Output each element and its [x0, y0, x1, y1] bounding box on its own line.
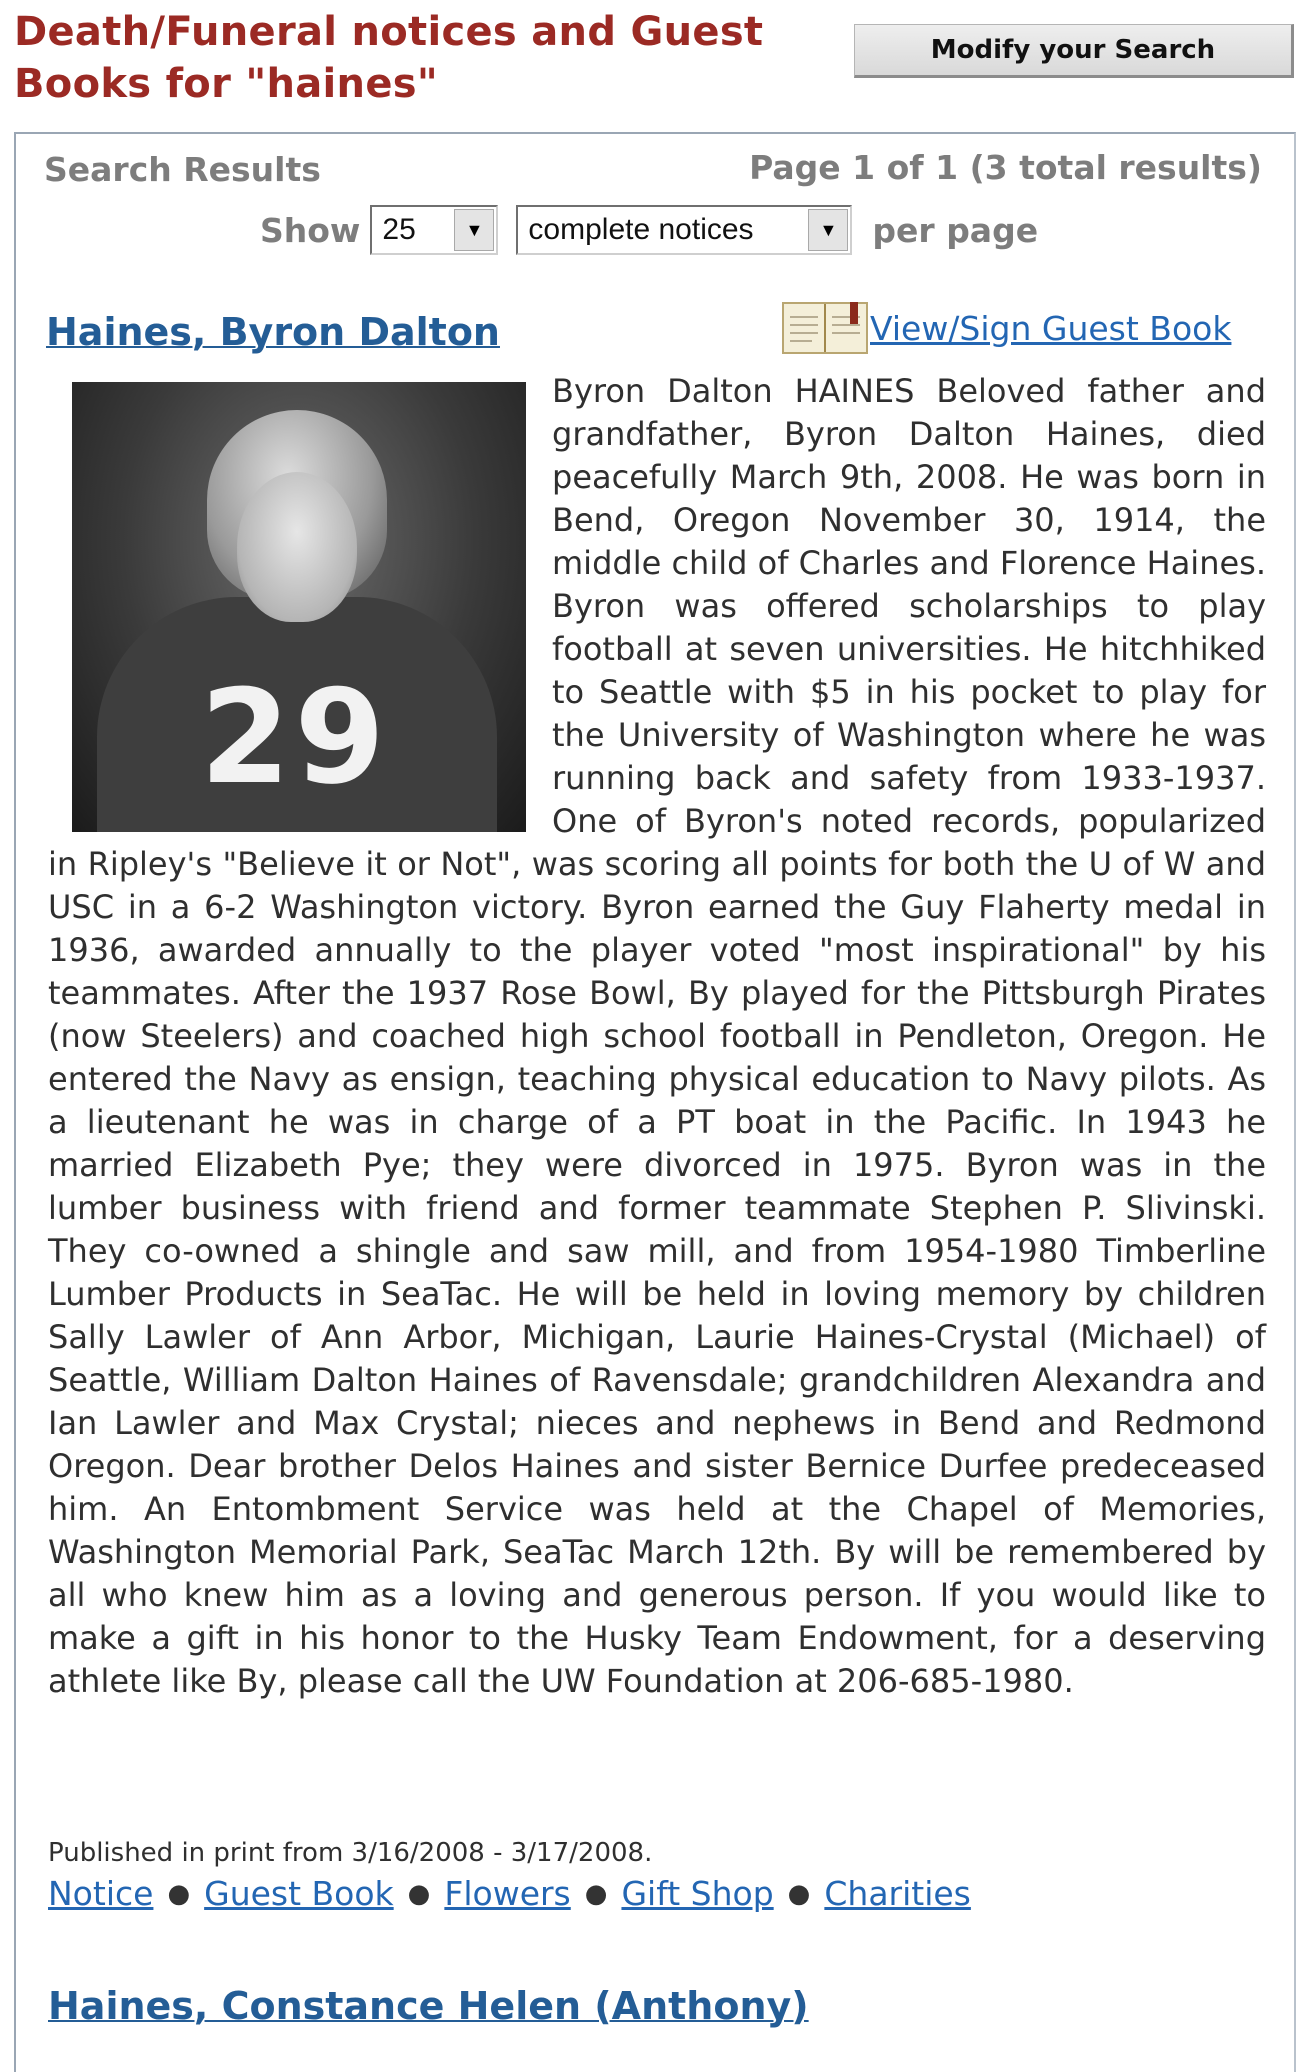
per-page-label: per page: [872, 210, 1039, 250]
results-count-value: 25: [382, 213, 416, 246]
notice-text: Byron Dalton HAINES Beloved father and grandfather, Byron Dalton Haines, died peacefully March 9th, 2008. He was born in Bend, Oregon November 30, 1914, the middle child of Charles and Florence Haines. Byron was offered scholarships to play football at seven universities. He hitchhiked to Seattle with $5 in his pocket to play for the University of Washington where he was running back and safety from 1933-1937. One of Byron's noted records, popularized in Ripley's "Believe it or Not", was scoring all points for both the U of W and USC in a 6-2 Washington victory. Byron earned the Guy Flaherty medal in 1936, awarded annually to the player voted "most inspirational" by his teammates. After the 1937 Rose Bowl, By played for the Pittsburgh Pirates (now Steelers) and coached high school football in Pendleton, Oregon. He entered the Navy as ensign, teaching physical education to Navy pilots. As a lieutenant he was in charge of a PT boat in the Pacific. In 1943 he married Elizabeth Pye; they were divorced in 1975. Byron was in the lumber business with friend and former teammate Stephen P. Slivinski. They co-owned a shingle and saw mill, and from 1954-1980 Timberline Lumber Products in SeaTac. He will be held in loving memory by children Sally Lawler of Ann Arbor, Michigan, Laurie Haines-Crystal (Michael) of Seattle, William Dalton Haines of Ravensdale; grandchildren Alexandra and Ian Lawler and Max Crystal; nieces and nephews in Bend and Redmond Oregon. Dear brother Delos Haines and sister Bernice Durfee predeceased him. An Entombment Service was held at the Chapel of Memories, Washington Memorial Park, SeaTac March 12th. By will be remembered by all who knew him as a loving and generous person. If you would like to make a gift in his honor to the Husky Team Endowment, for a deserving athlete like By, please call the UW Foundation at 206-685-1980.: [48, 372, 1266, 1700]
results-count-select[interactable]: [370, 205, 498, 255]
page-title-line-2: Books for "haines": [14, 61, 438, 107]
notice-mode-select[interactable]: [516, 205, 852, 255]
page-title-line-1: Death/Funeral notices and Guest: [14, 9, 764, 55]
separator-dot: ●: [407, 1878, 431, 1909]
show-label: Show: [260, 210, 361, 250]
search-results-label: Search Results: [44, 150, 321, 189]
guest-book-icon[interactable]: [782, 302, 868, 354]
published-dates: Published in print from 3/16/2008 - 3/17/2008.: [48, 1838, 653, 1868]
gift-shop-link[interactable]: Gift Shop: [621, 1874, 774, 1913]
flowers-link[interactable]: Flowers: [444, 1874, 571, 1913]
chevron-down-icon[interactable]: ▼: [808, 209, 848, 251]
modify-search-button[interactable]: Modify your Search: [854, 24, 1294, 78]
notice-link[interactable]: Notice: [48, 1874, 154, 1913]
notice-mode-value: complete notices: [528, 213, 754, 246]
jersey-number: 29: [200, 661, 389, 813]
separator-dot: ●: [167, 1878, 191, 1909]
notice-text-block: [48, 370, 1266, 1703]
charities-link[interactable]: Charities: [824, 1874, 971, 1913]
chevron-down-icon[interactable]: ▼: [454, 209, 494, 251]
separator-dot: ●: [584, 1878, 608, 1909]
notice-name-link[interactable]: Haines, Constance Helen (Anthony): [48, 1984, 809, 2028]
page-title: [14, 6, 824, 110]
separator-dot: ●: [787, 1878, 811, 1909]
notice-name-link[interactable]: Haines, Byron Dalton: [46, 310, 500, 354]
page-info: Page 1 of 1 (3 total results): [749, 148, 1262, 187]
notice-links: [48, 1874, 971, 1913]
show-controls: [260, 204, 1038, 256]
guest-book-nav-link[interactable]: Guest Book: [204, 1874, 394, 1913]
guest-book-link-text[interactable]: View/Sign Guest Book: [870, 308, 1232, 348]
guest-book-link[interactable]: [782, 300, 1231, 356]
